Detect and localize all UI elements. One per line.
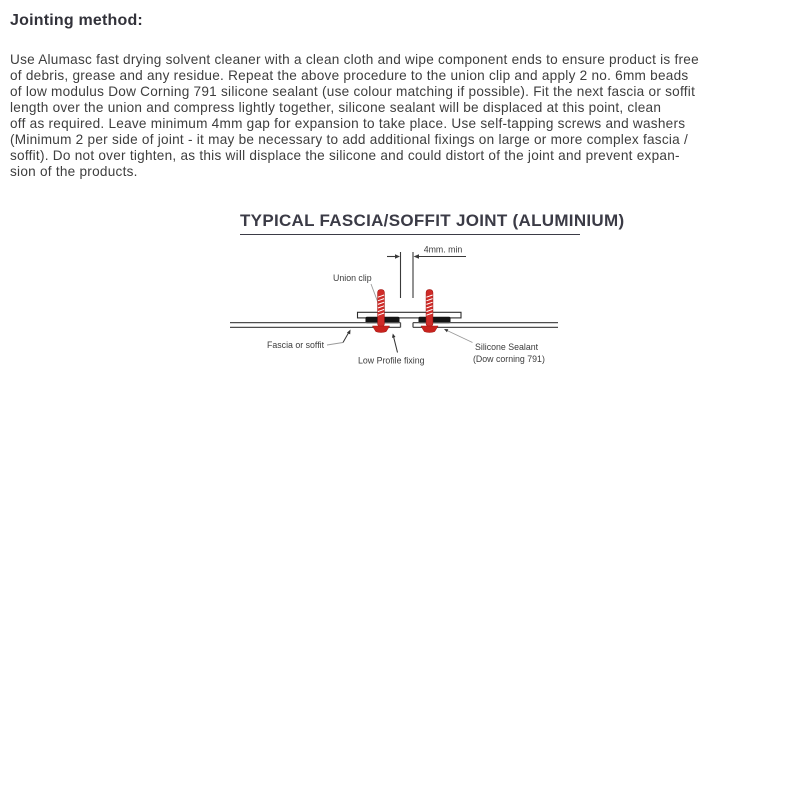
fascia-arrow-line <box>343 332 349 343</box>
low-profile-fixing-arrowhead <box>392 334 396 338</box>
gap-dimension-label: 4mm. min <box>423 244 463 255</box>
paragraph-line: of debris, grease and any residue. Repeat the above procedure to the union clip and apply 2 no. 6mm beads <box>10 68 689 83</box>
fascia-leader-line <box>327 343 343 346</box>
paragraph-line: soffit). Do not over tighten, as this will displace the silicone and could distort of the joint and prevent expan- <box>10 148 680 163</box>
fascia-arrowhead <box>347 330 351 335</box>
low-profile-fixing-label: Low Profile fixing <box>358 355 425 366</box>
union-clip-label: Union clip <box>333 273 372 283</box>
self-tapping-screw-left <box>372 290 389 333</box>
dimension-arrowhead-right-pointing <box>395 254 400 258</box>
dimension-arrowhead-left-pointing <box>414 254 420 258</box>
paragraph-line: sion of the products. <box>10 164 138 179</box>
silicone-sealant-label-line2: (Dow corning 791) <box>473 354 545 364</box>
silicone-sealant-leader-line <box>446 330 473 343</box>
paragraph-line: (Minimum 2 per side of joint - it may be necessary to add additional fixings on large or more complex fascia / <box>10 132 689 147</box>
low-profile-fixing-leader-line <box>394 337 398 353</box>
page-title: Jointing method: <box>10 12 143 29</box>
fascia-label: Fascia or soffit <box>267 340 325 350</box>
paragraph-line: length over the union and compress lightly together, silicone sealant will be displaced at this point, clean <box>10 100 662 115</box>
silicone-sealant-label-line1: Silicone Sealant <box>475 342 539 352</box>
paragraph-line: of low modulus Dow Corning 791 silicone sealant (use colour matching if possible). Fit the next fascia or soffit <box>10 84 696 99</box>
paragraph-line: off as required. Leave minimum 4mm gap for expansion to take place. Use self-tapping screws and washers <box>10 116 686 131</box>
diagram-title: TYPICAL FASCIA/SOFFIT JOINT (ALUMINIUM) <box>240 211 580 235</box>
self-tapping-screw-right <box>421 290 438 333</box>
paragraph-line: Use Alumasc fast drying solvent cleaner with a clean cloth and wipe component ends to ensure product is free <box>10 52 699 67</box>
